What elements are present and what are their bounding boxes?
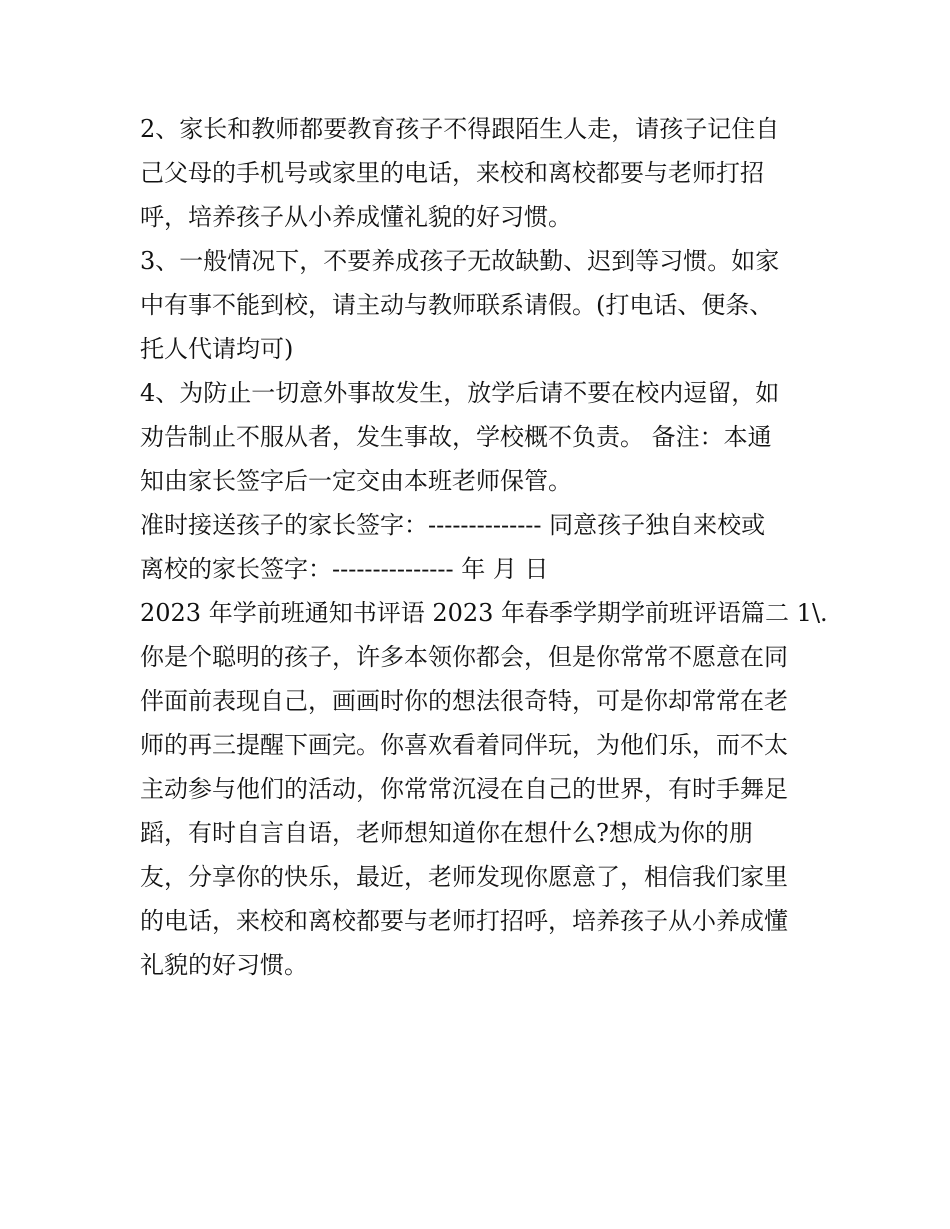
paragraph-line: 4、为防止一切意外事故发生，放学后请不要在校内逗留，如 — [140, 379, 780, 407]
paragraph-line: 知由家长签字后一定交由本班老师保管。 — [140, 467, 572, 495]
paragraph-line: 礼貌的好习惯。 — [140, 951, 308, 979]
paragraph-line: 主动参与他们的活动，你常常沉浸在自己的世界，有时手舞足 — [140, 775, 788, 803]
paragraph-line: 2、家长和教师都要教育孩子不得跟陌生人走，请孩子记住自 — [140, 115, 780, 143]
paragraph-line: 呼，培养孩子从小养成懂礼貌的好习惯。 — [140, 203, 572, 231]
paragraph-line: 伴面前表现自己，画画时你的想法很奇特，可是你却常常在老 — [140, 687, 788, 715]
paragraph-line: 的电话，来校和离校都要与老师打招呼，培养孩子从小养成懂 — [140, 907, 788, 935]
paragraph-line: 托人代请均可) — [140, 335, 294, 363]
paragraph-line: 3、一般情况下，不要养成孩子无故缺勤、迟到等习惯。如家 — [140, 247, 780, 275]
paragraph-line: 己父母的手机号或家里的电话，来校和离校都要与老师打招 — [140, 159, 764, 187]
section-heading-line: 2023 年学前班通知书评语 2023 年春季学期学前班评语篇二 1\. — [140, 599, 828, 627]
paragraph-line: 你是个聪明的孩子，许多本领你都会，但是你常常不愿意在同 — [140, 643, 788, 671]
signature-line: 离校的家长签字：--------------- 年 月 日 — [140, 555, 549, 583]
paragraph-line: 劝告制止不服从者，发生事故，学校概不负责。 备注：本通 — [140, 423, 772, 451]
paragraph-line: 中有事不能到校，请主动与教师联系请假。(打电话、便条、 — [140, 291, 774, 319]
signature-line: 准时接送孩子的家长签字：-------------- 同意孩子独自来校或 — [140, 511, 766, 539]
document-body — [140, 107, 828, 987]
paragraph-line: 师的再三提醒下画完。你喜欢看着同伴玩，为他们乐，而不太 — [140, 731, 788, 759]
paragraph-line: 蹈，有时自言自语，老师想知道你在想什么?想成为你的朋 — [140, 819, 753, 847]
paragraph-line: 友，分享你的快乐，最近，老师发现你愿意了，相信我们家里 — [140, 863, 788, 891]
